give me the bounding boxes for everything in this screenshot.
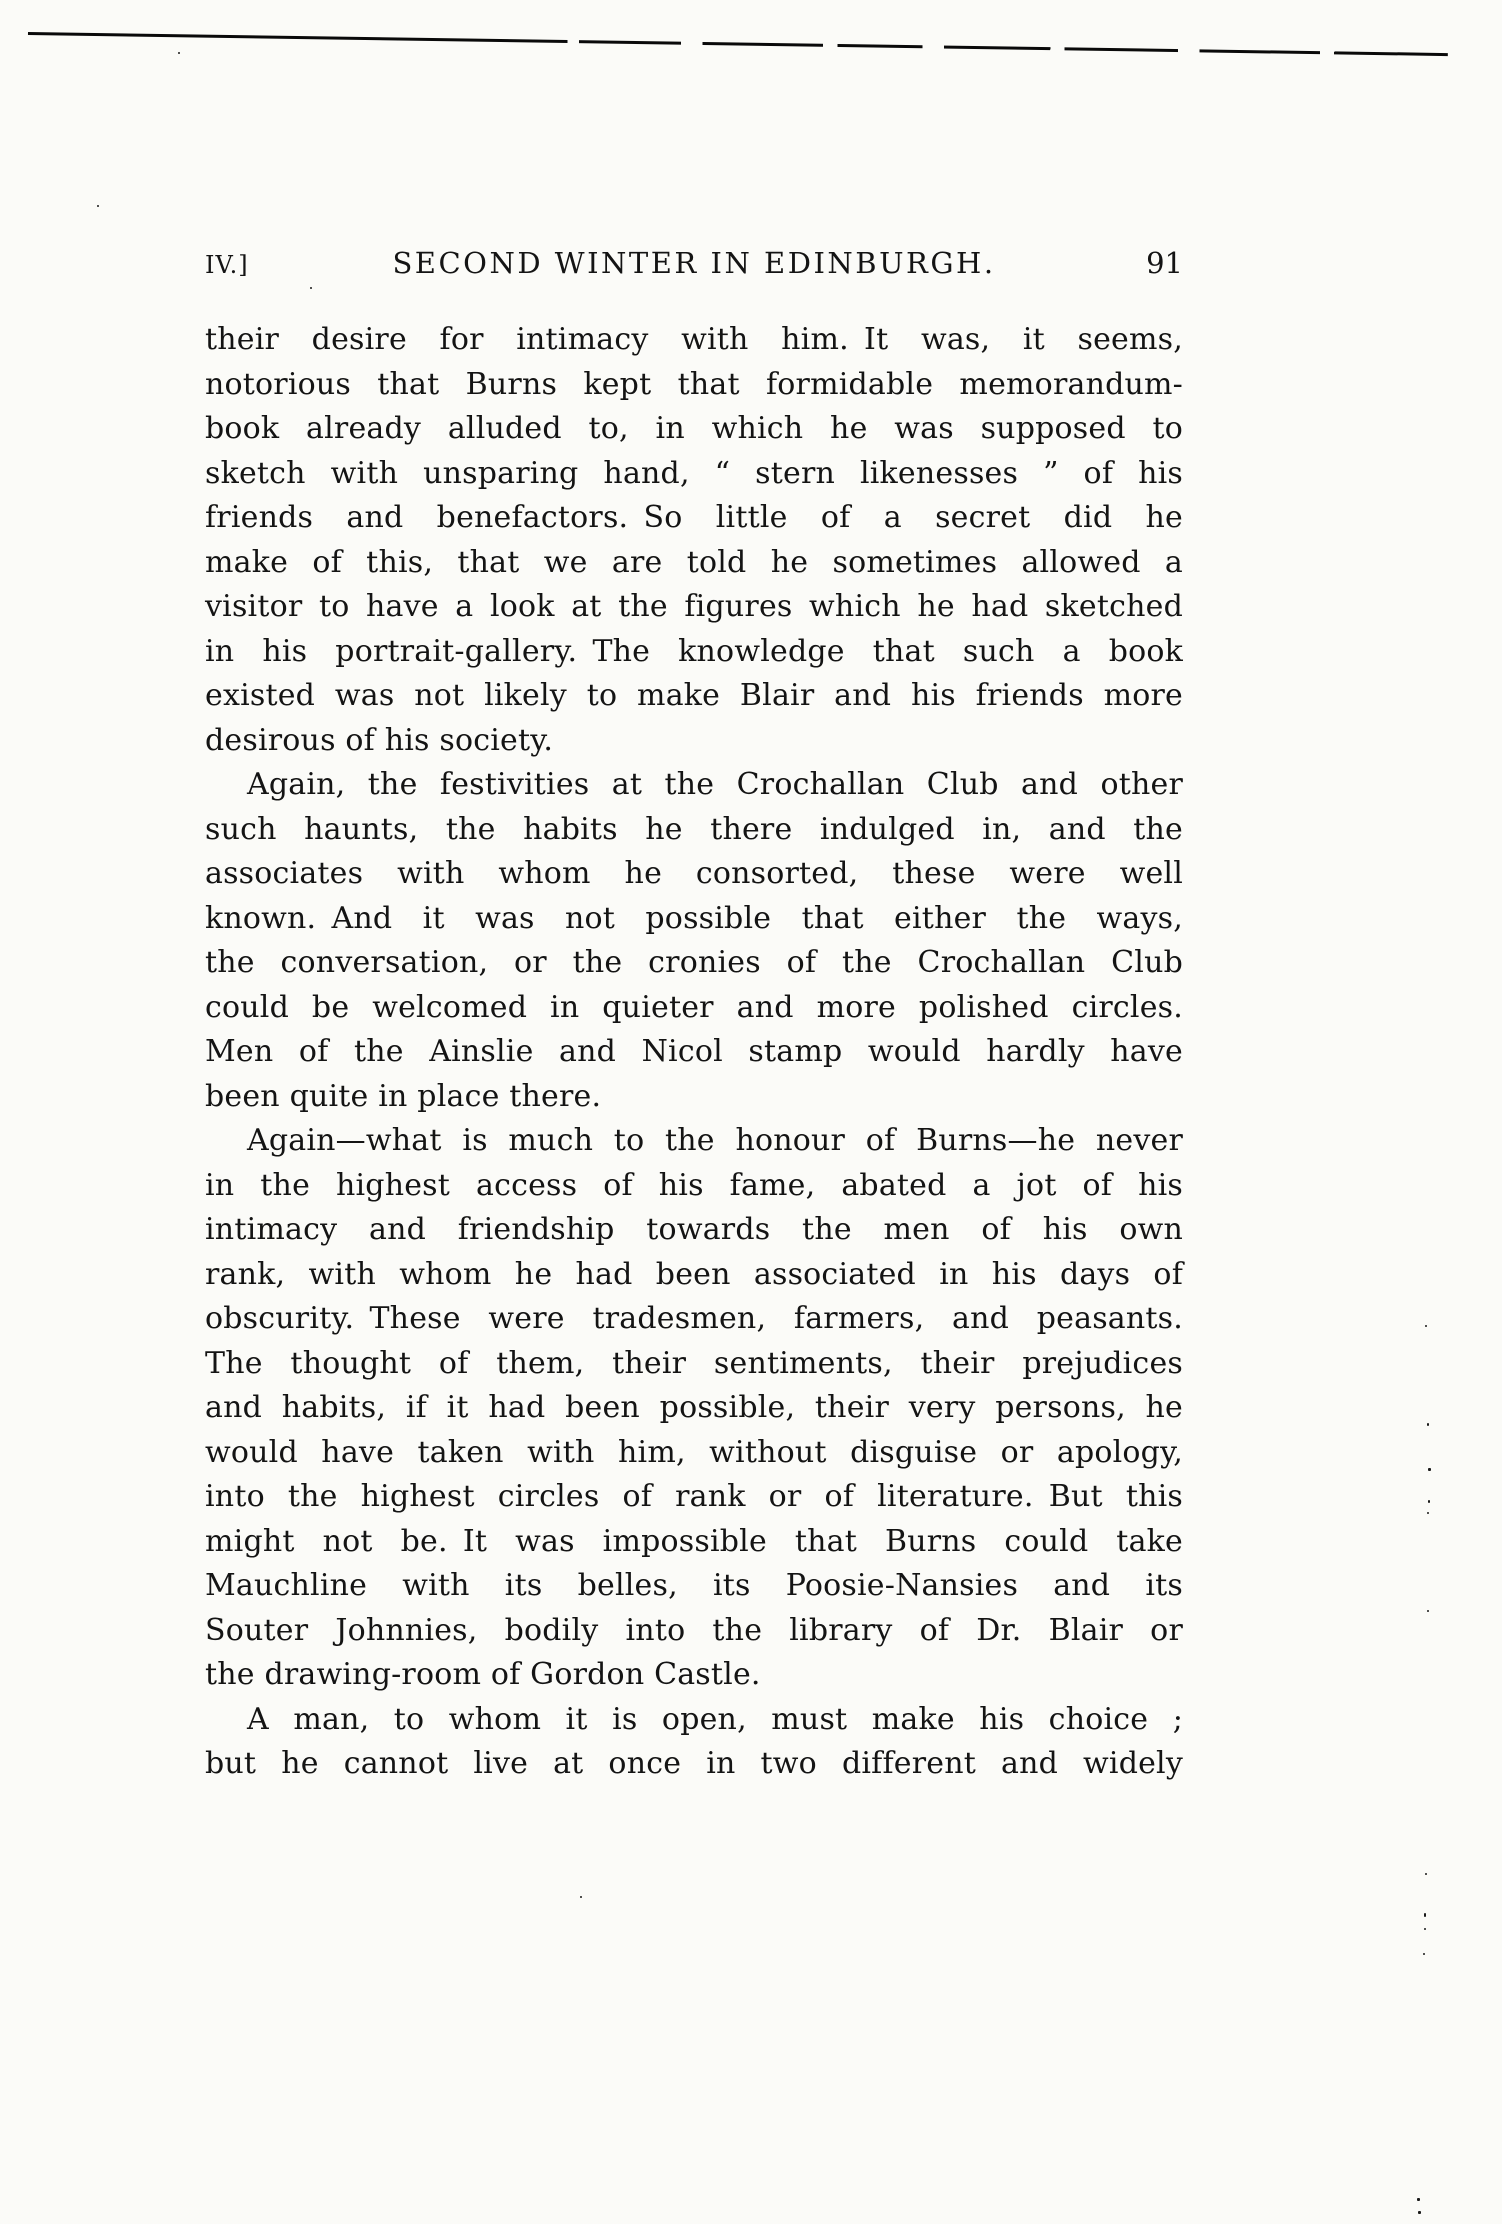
text-line: book already alluded to, in which he was supposed to	[205, 411, 1183, 446]
scan-speck	[310, 287, 312, 289]
scan-speck	[1423, 1953, 1425, 1955]
paragraph	[205, 318, 1183, 763]
page-title: SECOND WINTER IN EDINBURGH.	[392, 246, 996, 280]
text-line: obscurity. These were tradesmen, farmers, and peasants.	[205, 1301, 1183, 1336]
scan-speck	[1424, 1928, 1426, 1930]
paragraph	[205, 763, 1183, 1119]
text-line: The thought of them, their sentiments, their prejudices	[205, 1345, 1183, 1381]
scan-speck	[1428, 1468, 1431, 1471]
chapter-marker: IV.]	[205, 251, 249, 279]
text-line: Souter Johnnies, bodily into the library of Dr. Blair or	[205, 1612, 1183, 1648]
text-line: might not be. It was impossible that Burns could take	[205, 1523, 1183, 1559]
scan-speck	[1425, 1873, 1427, 1875]
text-line: known. And it was not possible that either the ways,	[205, 900, 1183, 936]
running-head	[205, 246, 1183, 280]
text-line: make of this, that we are told he sometimes allowed a	[205, 544, 1183, 580]
text-line: the drawing-room of Gordon Castle.	[205, 1657, 761, 1692]
scan-speck	[1424, 1913, 1426, 1917]
text-line: desirous of his society.	[205, 722, 554, 758]
scan-speck	[1417, 2198, 1420, 2201]
scan-speck	[178, 52, 180, 54]
text-line: into the highest circles of rank or of literature. But this	[205, 1479, 1183, 1514]
scan-speck	[580, 1896, 582, 1898]
text-line: sketch with unsparing hand, “ stern likenesses ” of his	[205, 455, 1183, 491]
text-line: notorious that Burns kept that formidable memorandum-	[205, 366, 1183, 402]
scan-artifact-line	[28, 32, 1448, 56]
scan-speck	[97, 205, 99, 207]
scan-speck	[1427, 1512, 1429, 1514]
text-line: intimacy and friendship towards the men of his own	[205, 1212, 1183, 1247]
text-line: in the highest access of his fame, abated a jot of his	[205, 1167, 1183, 1203]
scan-speck	[1427, 1423, 1429, 1426]
text-line: Again, the festivities at the Crochallan Club and other	[247, 767, 1183, 802]
text-line: friends and benefactors. So little of a secret did he	[205, 500, 1183, 535]
scan-speck	[1418, 2211, 1421, 2214]
text-line: rank, with whom he had been associated in his days of	[205, 1256, 1183, 1292]
text-line: existed was not likely to make Blair and his friends more	[205, 678, 1183, 713]
text-body	[205, 318, 1183, 1787]
text-line: but he cannot live at once in two different and widely	[205, 1746, 1183, 1781]
text-line: would have taken with him, without disguise or apology,	[205, 1434, 1183, 1470]
text-line: their desire for intimacy with him. It was, it seems,	[205, 322, 1183, 357]
text-line: the conversation, or the cronies of the Crochallan Club	[205, 945, 1183, 980]
text-line: associates with whom he consorted, these were well	[205, 856, 1183, 891]
scan-speck	[1427, 1610, 1429, 1612]
text-line: Again—what is much to the honour of Burns—he never	[247, 1123, 1183, 1158]
text-line: such haunts, the habits he there indulged in, and the	[205, 811, 1183, 847]
scan-speck	[1425, 1325, 1427, 1327]
text-line: in his portrait-gallery. The knowledge that such a book	[205, 633, 1183, 669]
page-number: 91	[1146, 246, 1183, 280]
text-line: visitor to have a look at the figures which he had sketched	[205, 589, 1183, 624]
paragraph	[205, 1119, 1183, 1698]
text-line: Mauchline with its belles, its Poosie-Nansies and its	[205, 1568, 1183, 1603]
scan-speck	[1428, 1500, 1430, 1503]
paragraph	[205, 1698, 1183, 1787]
text-line: Men of the Ainslie and Nicol stamp would hardly have	[205, 1034, 1183, 1069]
text-line: could be welcomed in quieter and more polished circles.	[205, 989, 1183, 1025]
text-line: A man, to whom it is open, must make his choice ;	[247, 1701, 1183, 1737]
text-line: been quite in place there.	[205, 1078, 602, 1114]
text-line: and habits, if it had been possible, their very persons, he	[205, 1390, 1183, 1425]
